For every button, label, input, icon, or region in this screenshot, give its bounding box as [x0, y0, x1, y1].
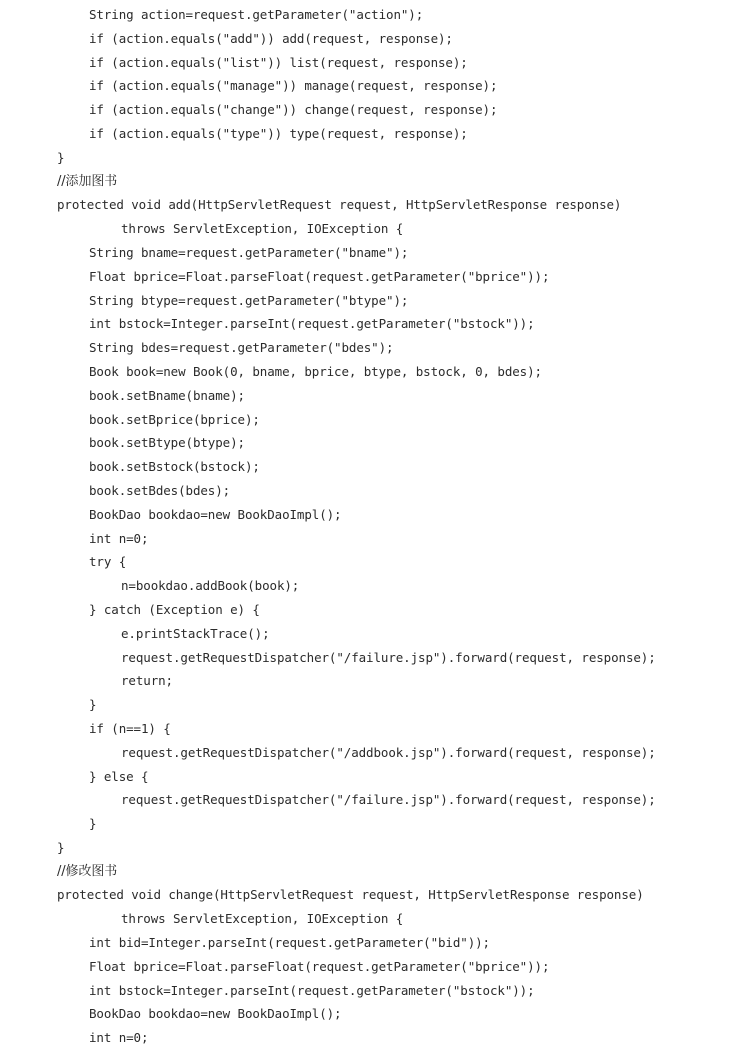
- code-line: int bstock=Integer.parseInt(request.getParameter("bstock"));: [89, 316, 535, 332]
- code-line: request.getRequestDispatcher("/failure.jsp").forward(request, response);: [121, 792, 656, 808]
- code-line: book.setBprice(bprice);: [89, 411, 260, 427]
- code-line: try {: [89, 554, 127, 570]
- code-line: return;: [121, 673, 173, 689]
- code-line: } catch (Exception e) {: [89, 601, 260, 617]
- code-listing: [57, 3, 656, 1050]
- code-line: Book book=new Book(0, bname, bprice, btype, bstock, 0, bdes);: [89, 363, 542, 379]
- code-line: Float bprice=Float.parseFloat(request.getParameter("bprice"));: [89, 268, 550, 284]
- code-line: String btype=request.getParameter("btype");: [89, 292, 409, 308]
- code-line: throws ServletException, IOException {: [121, 221, 404, 237]
- code-line: }: [57, 149, 65, 165]
- code-line: book.setBstock(bstock);: [89, 459, 260, 475]
- code-line: book.setBtype(btype);: [89, 435, 245, 451]
- code-line: }: [89, 697, 97, 713]
- code-line: Float bprice=Float.parseFloat(request.getParameter("bprice"));: [89, 958, 550, 974]
- code-line: throws ServletException, IOException {: [121, 911, 404, 927]
- code-line: }: [89, 816, 97, 832]
- code-line: int bstock=Integer.parseInt(request.getParameter("bstock"));: [89, 982, 535, 998]
- code-line: String action=request.getParameter("action");: [89, 7, 424, 22]
- code-line: }: [57, 839, 65, 855]
- code-comment-line: //添加图书: [57, 173, 118, 189]
- code-line: if (n==1) {: [89, 720, 171, 736]
- code-line: int n=0;: [89, 1030, 149, 1046]
- code-line: if (action.equals("add")) add(request, response);: [89, 30, 453, 46]
- code-line: String bname=request.getParameter("bname");: [89, 244, 409, 260]
- code-line: if (action.equals("manage")) manage(request, response);: [89, 78, 498, 94]
- code-line: if (action.equals("type")) type(request, response);: [89, 125, 468, 141]
- code-line: request.getRequestDispatcher("/addbook.jsp").forward(request, response);: [121, 744, 656, 760]
- code-line: book.setBdes(bdes);: [89, 482, 231, 498]
- code-line: n=bookdao.addBook(book);: [121, 578, 300, 594]
- code-line: protected void change(HttpServletRequest request, HttpServletResponse response): [57, 887, 644, 903]
- code-line: e.printStackTrace();: [121, 625, 270, 641]
- code-line: int bid=Integer.parseInt(request.getParameter("bid"));: [89, 935, 490, 951]
- code-line: } else {: [89, 768, 149, 784]
- code-line: request.getRequestDispatcher("/failure.jsp").forward(request, response);: [121, 649, 656, 665]
- code-line: book.setBname(bname);: [89, 387, 245, 403]
- code-line: protected void add(HttpServletRequest request, HttpServletResponse response): [57, 197, 622, 213]
- code-line: String bdes=request.getParameter("bdes");: [89, 340, 394, 356]
- code-line: if (action.equals("list")) list(request, response);: [89, 54, 468, 70]
- code-comment-line: //修改图书: [57, 863, 118, 879]
- code-line: if (action.equals("change")) change(request, response);: [89, 102, 498, 118]
- code-line: BookDao bookdao=new BookDaoImpl();: [89, 506, 342, 522]
- code-line: int n=0;: [89, 530, 149, 546]
- code-line: BookDao bookdao=new BookDaoImpl();: [89, 1006, 342, 1022]
